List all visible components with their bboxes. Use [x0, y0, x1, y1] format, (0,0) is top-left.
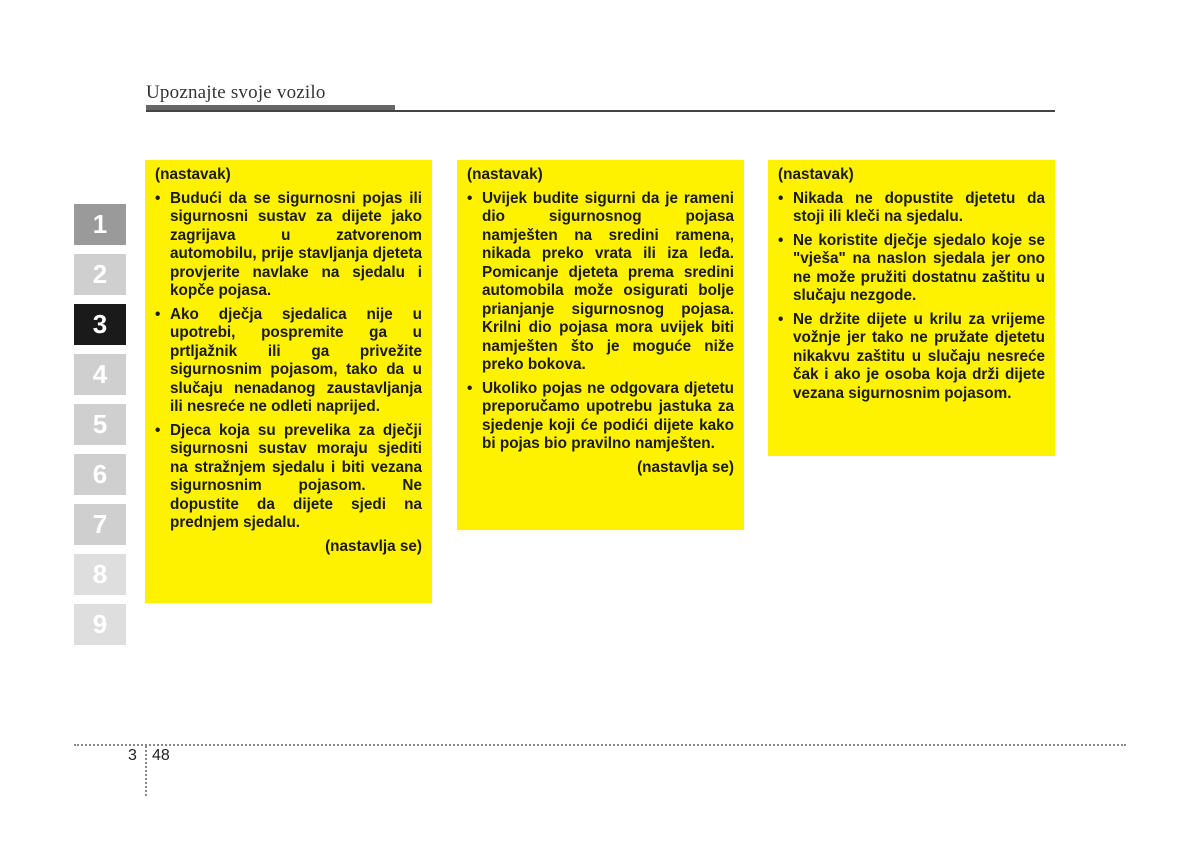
chapter-tab-7[interactable]: 7: [74, 504, 126, 545]
footer-divider: [145, 746, 147, 796]
bullet-list: [155, 190, 422, 533]
bullet-item: • Ako dječja sjedalica nije u upotrebi, pospremite ga u prtljažnik ili ga privežite sigurnosnim pojasom, tako da u slučaju nenadanog zaustavljanja ili nesreće ne odleti naprijed.: [155, 306, 422, 417]
bullet-list: [778, 190, 1045, 404]
chapter-tab-6[interactable]: 6: [74, 454, 126, 495]
chapter-tab-9[interactable]: 9: [74, 604, 126, 645]
chapter-tab-8[interactable]: 8: [74, 554, 126, 595]
chapter-tab-2[interactable]: 2: [74, 254, 126, 295]
bullet-item: • Ne držite dijete u krilu za vrijeme vožnje jer tako ne pružate djetetu nikakvu zaštitu u slučaju nesreće čak i ako je osoba koja drži dijete vezana sigurnosnim pojasom.: [778, 311, 1045, 404]
chapter-tab-1[interactable]: 1: [74, 204, 126, 245]
bullet-item: • Uvijek budite sigurni da je rameni dio sigurnosnog pojasa namješten na sredini ramena, nikada preko vrata ili iza leđa. Pomicanje djeteta prema sredini automobila može osigurati bolje prianjanje sigurnosnog pojasa. Krilni dio pojasa mora uvijek biti namješten što je moguće niže preko bokova.: [467, 190, 734, 375]
continued-label: (nastavak): [155, 166, 231, 183]
footer-rule: [74, 744, 1126, 746]
header-rule: [146, 110, 1055, 112]
continues-label: (nastavlja se): [637, 458, 734, 476]
continued-label: (nastavak): [467, 166, 543, 183]
bullet-list: [467, 190, 734, 454]
bullet-item: • Budući da se sigurnosni pojas ili sigurnosni sustav za dijete jako zagrijava u zatvorenom automobilu, prije stavljanja djeteta provjerite navlake na sjedalu i kopče pojasa.: [155, 190, 422, 301]
page-header-title: Upoznajte svoje vozilo: [146, 82, 326, 103]
footer-chapter-number: 3: [128, 747, 137, 764]
chapter-tab-5[interactable]: 5: [74, 404, 126, 445]
footer-page-number: 48: [152, 747, 170, 764]
warning-box-3: [768, 160, 1055, 456]
warning-box-1: [145, 160, 432, 603]
chapter-tab-4[interactable]: 4: [74, 354, 126, 395]
chapter-tab-list: [74, 204, 126, 654]
continues-label: (nastavlja se): [325, 537, 422, 555]
chapter-tab-3[interactable]: 3: [74, 304, 126, 345]
warning-box-2: [457, 160, 744, 530]
bullet-item: • Ne koristite dječje sjedalo koje se "vješa" na naslon sjedala jer ono ne može pružiti dostatnu zaštitu u slučaju nezgode.: [778, 232, 1045, 306]
bullet-item: • Nikada ne dopustite djetetu da stoji ili kleči na sjedalu.: [778, 190, 1045, 227]
bullet-item: • Djeca koja su prevelika za dječji sigurnosni sustav moraju sjediti na stražnjem sjedalu i biti vezana sigurnosnim pojasom. Ne dopustite da dijete sjedi na prednjem sjedalu.: [155, 422, 422, 533]
continued-label: (nastavak): [778, 166, 854, 183]
bullet-item: • Ukoliko pojas ne odgovara djetetu preporučamo upotrebu jastuka za sjedenje koji će podići dijete kako bi pojas bio pravilno namješten.: [467, 380, 734, 454]
